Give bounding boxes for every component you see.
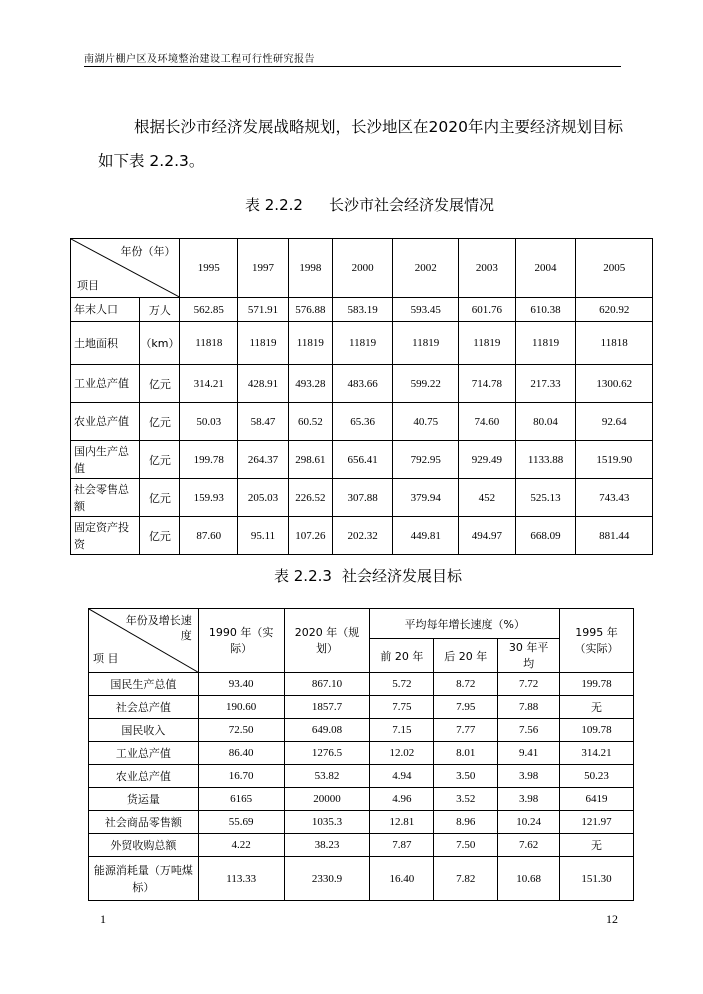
cell: 11819	[238, 322, 289, 365]
cell: 8.72	[434, 673, 498, 696]
cell: 1857.7	[284, 696, 370, 719]
table1-year: 2003	[459, 239, 516, 298]
row-label: 能源消耗量（万吨煤标）	[89, 857, 199, 901]
table2-caption	[274, 565, 462, 586]
col-1990-header: 1990 年（实际）	[198, 609, 284, 673]
cell: 74.60	[459, 403, 516, 441]
cell: 151.30	[560, 857, 634, 901]
table2-corner-top: 年份及增长速度	[125, 614, 192, 642]
cell: 53.82	[284, 765, 370, 788]
cell: 620.92	[576, 298, 653, 322]
cell: 656.41	[332, 441, 393, 479]
row-label: 国民收入	[89, 719, 199, 742]
cell: 483.66	[332, 365, 393, 403]
table-row	[89, 788, 634, 811]
cell: 202.32	[332, 517, 393, 555]
col-growth-header: 平均每年增长速度（%）	[370, 609, 560, 639]
cell: 20000	[284, 788, 370, 811]
cell: 205.03	[238, 479, 289, 517]
row-label: 工业总产值	[89, 742, 199, 765]
cell: 199.78	[180, 441, 238, 479]
cell: 7.95	[434, 696, 498, 719]
cell: 379.94	[393, 479, 459, 517]
row-label: 社会商品零售额	[89, 811, 199, 834]
cell: 743.43	[576, 479, 653, 517]
cell: 11819	[515, 322, 576, 365]
cell: 601.76	[459, 298, 516, 322]
cell: 无	[560, 834, 634, 857]
cell: 107.26	[288, 517, 332, 555]
cell: 9.41	[498, 742, 560, 765]
cell: 593.45	[393, 298, 459, 322]
development-targets-table	[88, 608, 634, 901]
cell: 4.96	[370, 788, 434, 811]
header-rule	[84, 66, 621, 67]
table-row	[71, 298, 653, 322]
col-first20-header: 前 20 年	[370, 639, 434, 673]
row-unit: 亿元	[140, 517, 180, 555]
row-label: 工业总产值	[71, 365, 140, 403]
cell: 95.11	[238, 517, 289, 555]
table-row	[89, 742, 634, 765]
cell: 7.77	[434, 719, 498, 742]
cell: 1133.88	[515, 441, 576, 479]
cell: 314.21	[560, 742, 634, 765]
cell: 2330.9	[284, 857, 370, 901]
cell: 881.44	[576, 517, 653, 555]
table1-year: 2005	[576, 239, 653, 298]
cell: 428.91	[238, 365, 289, 403]
cell: 113.33	[198, 857, 284, 901]
table1-corner-top: 年份（年）	[120, 245, 176, 258]
cell: 50.23	[560, 765, 634, 788]
row-unit: 万人	[140, 298, 180, 322]
row-label: 社会总产值	[89, 696, 199, 719]
intro-paragraph: 根据长沙市经济发展战略规划，长沙地区在2020年内主要经济规划目标如下表 2.2.3。	[98, 118, 623, 170]
cell: 121.97	[560, 811, 634, 834]
table-row	[71, 517, 653, 555]
row-label: 社会零售总额	[71, 479, 140, 517]
cell: 792.95	[393, 441, 459, 479]
cell: 199.78	[560, 673, 634, 696]
cell: 583.19	[332, 298, 393, 322]
row-label: 外贸收购总额	[89, 834, 199, 857]
cell: 190.60	[198, 696, 284, 719]
cell: 16.70	[198, 765, 284, 788]
col-2020-header: 2020 年（规划）	[284, 609, 370, 673]
cell: 668.09	[515, 517, 576, 555]
cell: 93.40	[198, 673, 284, 696]
footer-left-number: 1	[100, 912, 106, 926]
cell: 1300.62	[576, 365, 653, 403]
table2-caption-number: 表 2.2.3	[274, 567, 332, 585]
cell: 1519.90	[576, 441, 653, 479]
cell: 12.81	[370, 811, 434, 834]
cell: 7.15	[370, 719, 434, 742]
cell: 449.81	[393, 517, 459, 555]
cell: 8.96	[434, 811, 498, 834]
table1-year: 1997	[238, 239, 289, 298]
table-row	[89, 834, 634, 857]
cell: 60.52	[288, 403, 332, 441]
table-row	[71, 441, 653, 479]
cell: 80.04	[515, 403, 576, 441]
cell: 7.56	[498, 719, 560, 742]
cell: 1035.3	[284, 811, 370, 834]
cell: 50.03	[180, 403, 238, 441]
cell: 55.69	[198, 811, 284, 834]
economic-development-table	[70, 238, 653, 555]
cell: 7.88	[498, 696, 560, 719]
cell: 72.50	[198, 719, 284, 742]
cell: 11818	[180, 322, 238, 365]
table-row	[71, 403, 653, 441]
cell: 11819	[459, 322, 516, 365]
cell: 6165	[198, 788, 284, 811]
cell: 576.88	[288, 298, 332, 322]
cell: 3.50	[434, 765, 498, 788]
cell: 307.88	[332, 479, 393, 517]
cell: 65.36	[332, 403, 393, 441]
table1-corner-header	[71, 239, 180, 298]
cell: 11819	[393, 322, 459, 365]
row-label: 年末人口	[71, 298, 140, 322]
row-unit: 亿元	[140, 365, 180, 403]
table1-year: 2000	[332, 239, 393, 298]
cell: 493.28	[288, 365, 332, 403]
cell: 5.72	[370, 673, 434, 696]
cell: 10.68	[498, 857, 560, 901]
cell: 599.22	[393, 365, 459, 403]
table-row	[89, 696, 634, 719]
page-number: 12	[606, 912, 618, 926]
table1-year: 2004	[515, 239, 576, 298]
cell: 7.75	[370, 696, 434, 719]
row-label: 货运量	[89, 788, 199, 811]
cell: 6419	[560, 788, 634, 811]
page-header: 南湖片棚户区及环境整治建设工程可行性研究报告	[84, 54, 315, 65]
col-1995-header: 1995 年（实际）	[560, 609, 634, 673]
col-last20-header: 后 20 年	[434, 639, 498, 673]
table-row	[71, 322, 653, 365]
table-row	[71, 365, 653, 403]
cell: 494.97	[459, 517, 516, 555]
cell: 562.85	[180, 298, 238, 322]
table-row	[89, 765, 634, 788]
table-row	[89, 673, 634, 696]
cell: 452	[459, 479, 516, 517]
table1-caption-title: 长沙市社会经济发展情况	[328, 196, 494, 214]
cell: 86.40	[198, 742, 284, 765]
cell: 58.47	[238, 403, 289, 441]
cell: 7.87	[370, 834, 434, 857]
cell: 38.23	[284, 834, 370, 857]
table2-corner-bottom: 项 目	[93, 652, 119, 665]
table-row	[89, 811, 634, 834]
cell: 7.72	[498, 673, 560, 696]
cell: 929.49	[459, 441, 516, 479]
cell: 1276.5	[284, 742, 370, 765]
cell: 11819	[288, 322, 332, 365]
cell: 867.10	[284, 673, 370, 696]
cell: 314.21	[180, 365, 238, 403]
row-unit: （km）	[140, 322, 180, 365]
cell: 525.13	[515, 479, 576, 517]
cell: 3.52	[434, 788, 498, 811]
cell: 217.33	[515, 365, 576, 403]
cell: 3.98	[498, 765, 560, 788]
cell: 11818	[576, 322, 653, 365]
cell: 264.37	[238, 441, 289, 479]
cell: 159.93	[180, 479, 238, 517]
table1-caption-number: 表 2.2.2	[245, 196, 303, 214]
row-label: 农业总产值	[89, 765, 199, 788]
row-unit: 亿元	[140, 441, 180, 479]
cell: 226.52	[288, 479, 332, 517]
cell: 610.38	[515, 298, 576, 322]
cell: 3.98	[498, 788, 560, 811]
table2-corner-header	[89, 609, 199, 673]
cell: 714.78	[459, 365, 516, 403]
table1-year: 1998	[288, 239, 332, 298]
cell: 16.40	[370, 857, 434, 901]
row-unit: 亿元	[140, 479, 180, 517]
cell: 10.24	[498, 811, 560, 834]
cell: 7.82	[434, 857, 498, 901]
row-unit: 亿元	[140, 403, 180, 441]
row-label: 农业总产值	[71, 403, 140, 441]
cell: 92.64	[576, 403, 653, 441]
table-row	[89, 857, 634, 901]
col-30-header: 30 年平均	[498, 639, 560, 673]
cell: 4.22	[198, 834, 284, 857]
cell: 8.01	[434, 742, 498, 765]
cell: 11819	[332, 322, 393, 365]
cell: 12.02	[370, 742, 434, 765]
cell: 109.78	[560, 719, 634, 742]
row-label: 固定资产投资	[71, 517, 140, 555]
table2-caption-title: 社会经济发展目标	[341, 567, 462, 585]
table1-year: 2002	[393, 239, 459, 298]
table1-caption	[245, 194, 494, 215]
cell: 7.62	[498, 834, 560, 857]
cell: 4.94	[370, 765, 434, 788]
table1-year: 1995	[180, 239, 238, 298]
cell: 649.08	[284, 719, 370, 742]
cell: 7.50	[434, 834, 498, 857]
cell: 无	[560, 696, 634, 719]
cell: 571.91	[238, 298, 289, 322]
cell: 87.60	[180, 517, 238, 555]
row-label: 国民生产总值	[89, 673, 199, 696]
row-label: 土地面积	[71, 322, 140, 365]
cell: 40.75	[393, 403, 459, 441]
cell: 298.61	[288, 441, 332, 479]
table1-corner-bottom: 项目	[77, 279, 99, 292]
row-label: 国内生产总值	[71, 441, 140, 479]
table-row	[89, 719, 634, 742]
table-row	[71, 479, 653, 517]
